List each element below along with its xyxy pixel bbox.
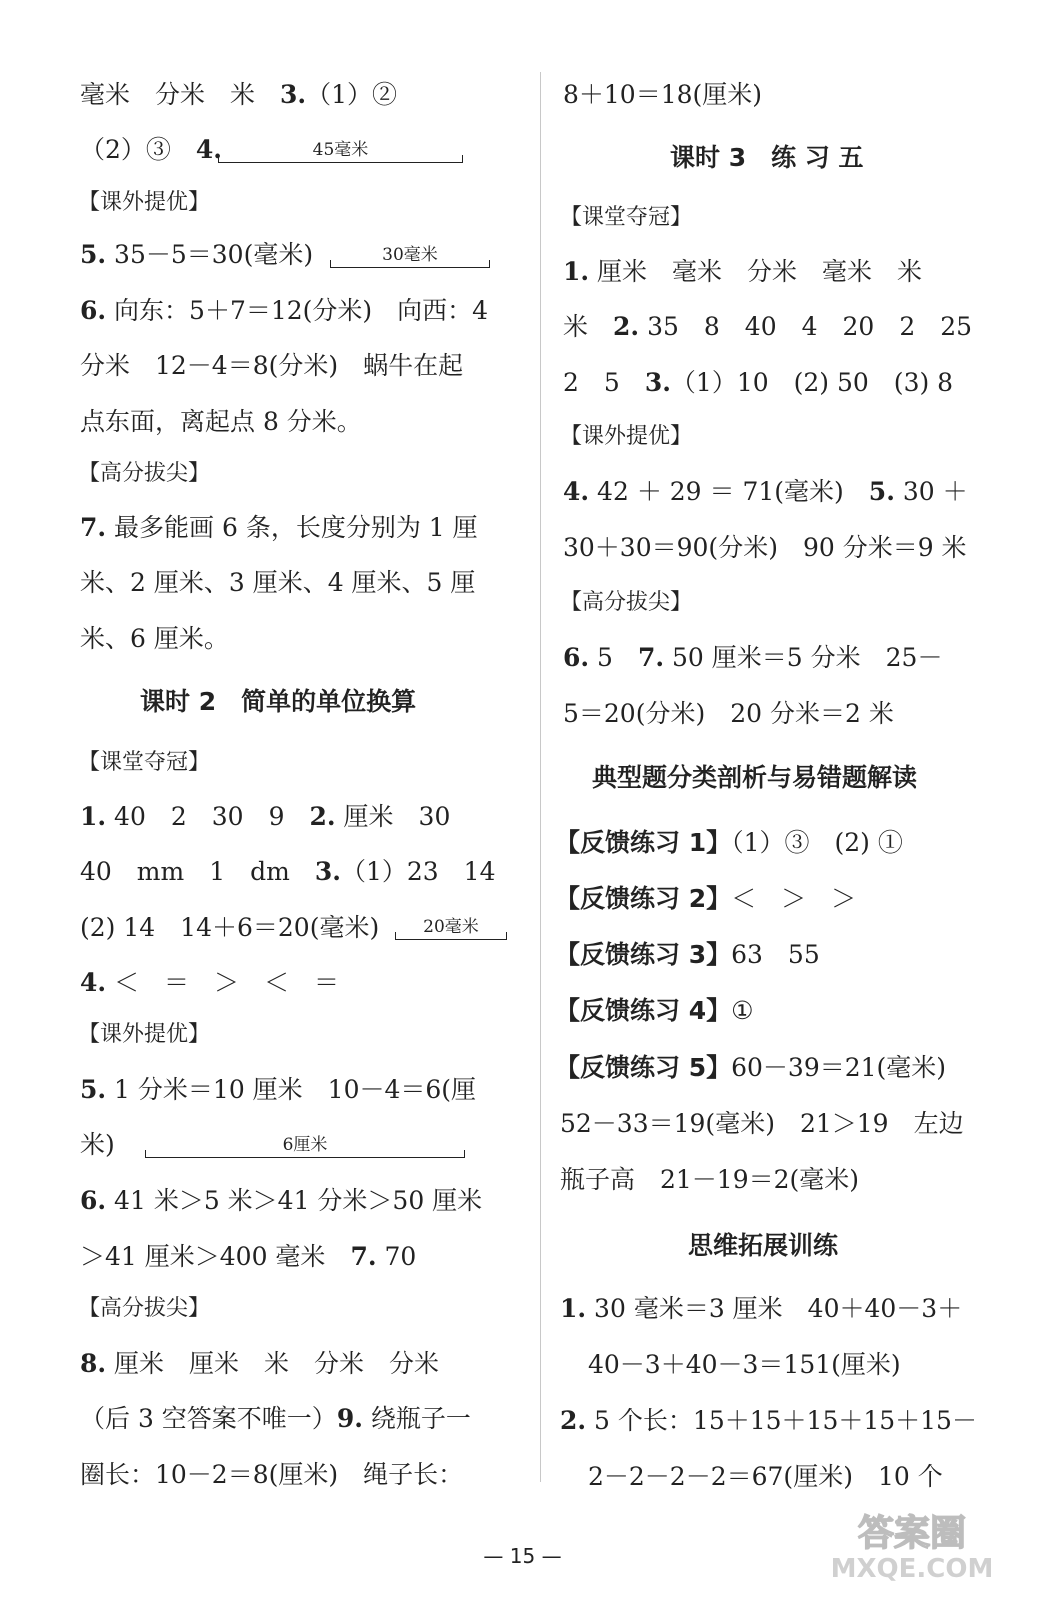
answer-text: 40 2 30 9 [106, 802, 310, 831]
question-number: 5. [80, 1075, 107, 1104]
answer-line [80, 80, 397, 110]
question-number: 6. [80, 296, 107, 325]
question-number: 4. [195, 135, 223, 164]
answer-line: (2) 14 14＋6＝20(毫米) [80, 913, 380, 942]
question-number: 2. [560, 1406, 587, 1435]
answer-line [563, 368, 953, 398]
answer-line [80, 1349, 439, 1379]
question-number: 6. [563, 643, 590, 672]
question-number: 1. [80, 802, 107, 831]
question-number: 1. [560, 1294, 587, 1323]
segment-label: 6厘米 [282, 1135, 328, 1155]
answer-text: 5 [589, 643, 638, 672]
answer-text: 30 ＋ [894, 477, 968, 506]
line-segment-6cm [145, 1133, 465, 1158]
answer-line [555, 884, 856, 914]
answer-line [80, 1242, 416, 1272]
line-segment-20mm [395, 915, 507, 940]
feedback-tag: 【反馈练习 3】 [555, 940, 732, 969]
answer-text: 35 8 40 4 20 2 25 [639, 312, 973, 341]
answer-text: 40 mm 1 dm [80, 857, 315, 886]
answer-line [80, 968, 339, 998]
question-number: 8. [80, 1349, 107, 1378]
answer-text: 41 米＞5 米＞41 分米＞50 厘米 [106, 1186, 483, 1215]
answer-text: 毫米 分米 米 [80, 80, 281, 109]
section-tag: 【高分拔尖】 [78, 461, 211, 486]
question-number: 5. [80, 240, 107, 269]
segment-label: 45毫米 [312, 140, 369, 160]
answer-line [563, 312, 972, 342]
answer-text: （1）10 (2) 50 (3) 8 [670, 368, 954, 397]
answer-text: 30 毫米＝3 厘米 40＋40－3＋ [586, 1294, 963, 1323]
question-number: 7. [80, 513, 107, 542]
feedback-tag: 【反馈练习 5】 [555, 1053, 732, 1082]
question-number: 6. [80, 1186, 107, 1215]
section-tag: 【高分拔尖】 [78, 1296, 211, 1321]
answer-line [80, 1404, 471, 1434]
answer-line [563, 257, 922, 287]
question-number: 1. [563, 257, 590, 286]
answer-text: 向东：5＋7＝12(分米) 向西：4 [106, 296, 489, 325]
answer-line: 米、2 厘米、3 厘米、4 厘米、5 厘 [80, 568, 476, 597]
answer-text: 绕瓶子一 [362, 1404, 471, 1433]
answer-text: （1）23 14 [340, 857, 496, 886]
section-tag: 【课外提优】 [78, 1022, 211, 1047]
answer-line [560, 1294, 962, 1324]
answer-line: 瓶子高 21－19＝2(毫米) [560, 1165, 860, 1194]
answer-line [555, 828, 903, 858]
answer-line [80, 1075, 476, 1105]
answer-text: 63 55 [731, 940, 820, 969]
answer-line: 圈长：10－2＝8(厘米) 绳子长： [80, 1460, 464, 1489]
answer-line: 米) [80, 1130, 115, 1159]
section-tag: 【课外提优】 [560, 424, 693, 449]
question-number: 4. [80, 968, 107, 997]
section-tag: 【课外提优】 [78, 190, 211, 215]
answer-text: 35－5＝30(毫米) [106, 240, 314, 269]
answer-text: 厘米 30 [335, 802, 451, 831]
answer-line [80, 802, 450, 832]
line-segment-45mm [218, 138, 463, 163]
answer-text: ＞41 厘米＞400 毫米 [80, 1242, 351, 1271]
answer-text: 70 [376, 1242, 417, 1271]
watermark-logo [800, 1505, 1025, 1585]
answer-text: （2）③ [80, 135, 196, 164]
answer-text: 2 5 [563, 368, 645, 397]
feedback-tag: 【反馈练习 1】 [555, 828, 732, 857]
watermark-text: 答案圈 [857, 1513, 967, 1554]
answer-line [560, 1406, 977, 1436]
answer-line [555, 1053, 946, 1083]
question-number: 2. [309, 802, 336, 831]
lesson-title: 典型题分类剖析与易错题解读 [592, 763, 918, 792]
question-number: 4. [563, 477, 590, 506]
answer-line [80, 857, 495, 887]
answer-text: 最多能画 6 条，长度分别为 1 厘 [106, 513, 478, 542]
question-number: 5. [868, 477, 895, 506]
answer-line: 40－3＋40－3＝151(厘米) [588, 1350, 901, 1379]
answer-text: 米 [563, 312, 614, 341]
answer-line [80, 513, 478, 543]
section-tag: 【课堂夺冠】 [560, 205, 693, 230]
answer-line: 8＋10＝18(厘米) [563, 80, 763, 109]
answer-line [555, 940, 820, 970]
segment-label: 30毫米 [382, 245, 438, 265]
answer-text: 60－39＝21(毫米) [731, 1053, 947, 1082]
question-number: 7. [637, 643, 665, 672]
answer-text: 50 厘米＝5 分米 25－ [664, 643, 943, 672]
lesson-title: 课时 2 简单的单位换算 [140, 687, 417, 716]
question-number: 3. [314, 857, 341, 886]
answer-text: （1）③ (2) ① [731, 828, 903, 857]
answer-text: 1 分米＝10 厘米 10－4＝6(厘 [106, 1075, 477, 1104]
lesson-title: 思维拓展训练 [688, 1231, 839, 1260]
feedback-tag: 【反馈练习 2】 [555, 884, 732, 913]
answer-line [80, 240, 313, 270]
answer-line: 5＝20(分米) 20 分米＝2 米 [563, 699, 894, 728]
answer-text: （后 3 空答案不唯一） [80, 1404, 337, 1433]
answer-line [563, 477, 968, 507]
answer-text: ① [731, 996, 754, 1025]
watermark-url: MXQE.COM [830, 1554, 994, 1584]
answer-line: 52－33＝19(毫米) 21＞19 左边 [560, 1109, 964, 1138]
answer-text: 5 个长：15＋15＋15＋15＋15－ [586, 1406, 977, 1435]
answer-text: （1）② [306, 80, 398, 109]
answer-line [555, 996, 754, 1026]
section-tag: 【课堂夺冠】 [78, 750, 211, 775]
answer-line [563, 643, 942, 673]
answer-line [80, 135, 222, 165]
answer-line [80, 296, 488, 326]
question-number: 3. [644, 368, 671, 397]
page-number: — 15 — [483, 1544, 562, 1568]
answer-text: 厘米 毫米 分米 毫米 米 [589, 257, 923, 286]
answer-line: 30＋30＝90(分米) 90 分米＝9 米 [563, 533, 967, 562]
line-segment-30mm [330, 243, 490, 268]
column-divider [540, 72, 541, 1482]
question-number: 9. [336, 1404, 363, 1433]
answer-text: 厘米 厘米 米 分米 分米 [106, 1349, 440, 1378]
lesson-title: 课时 3 练 习 五 [670, 143, 864, 172]
section-tag: 【高分拔尖】 [560, 590, 693, 615]
question-number: 7. [350, 1242, 377, 1271]
answer-text: ＜ ＝ ＞ ＜ ＝ [106, 968, 340, 997]
answer-line: 分米 12－4＝8(分米) 蜗牛在起 [80, 351, 464, 380]
answer-line: 米、6 厘米。 [80, 624, 229, 653]
segment-label: 20毫米 [423, 917, 479, 937]
answer-line: 点东面，离起点 8 分米。 [80, 407, 362, 436]
answer-text: 42 ＋ 29 ＝ 71(毫米) [589, 477, 869, 506]
feedback-tag: 【反馈练习 4】 [555, 996, 732, 1025]
answer-line: 2－2－2－2＝67(厘米) 10 个 [588, 1462, 943, 1491]
answer-line [80, 1186, 482, 1216]
question-number: 3. [280, 80, 307, 109]
question-number: 2. [613, 312, 640, 341]
answer-text: ＜ ＞ ＞ [731, 884, 857, 913]
